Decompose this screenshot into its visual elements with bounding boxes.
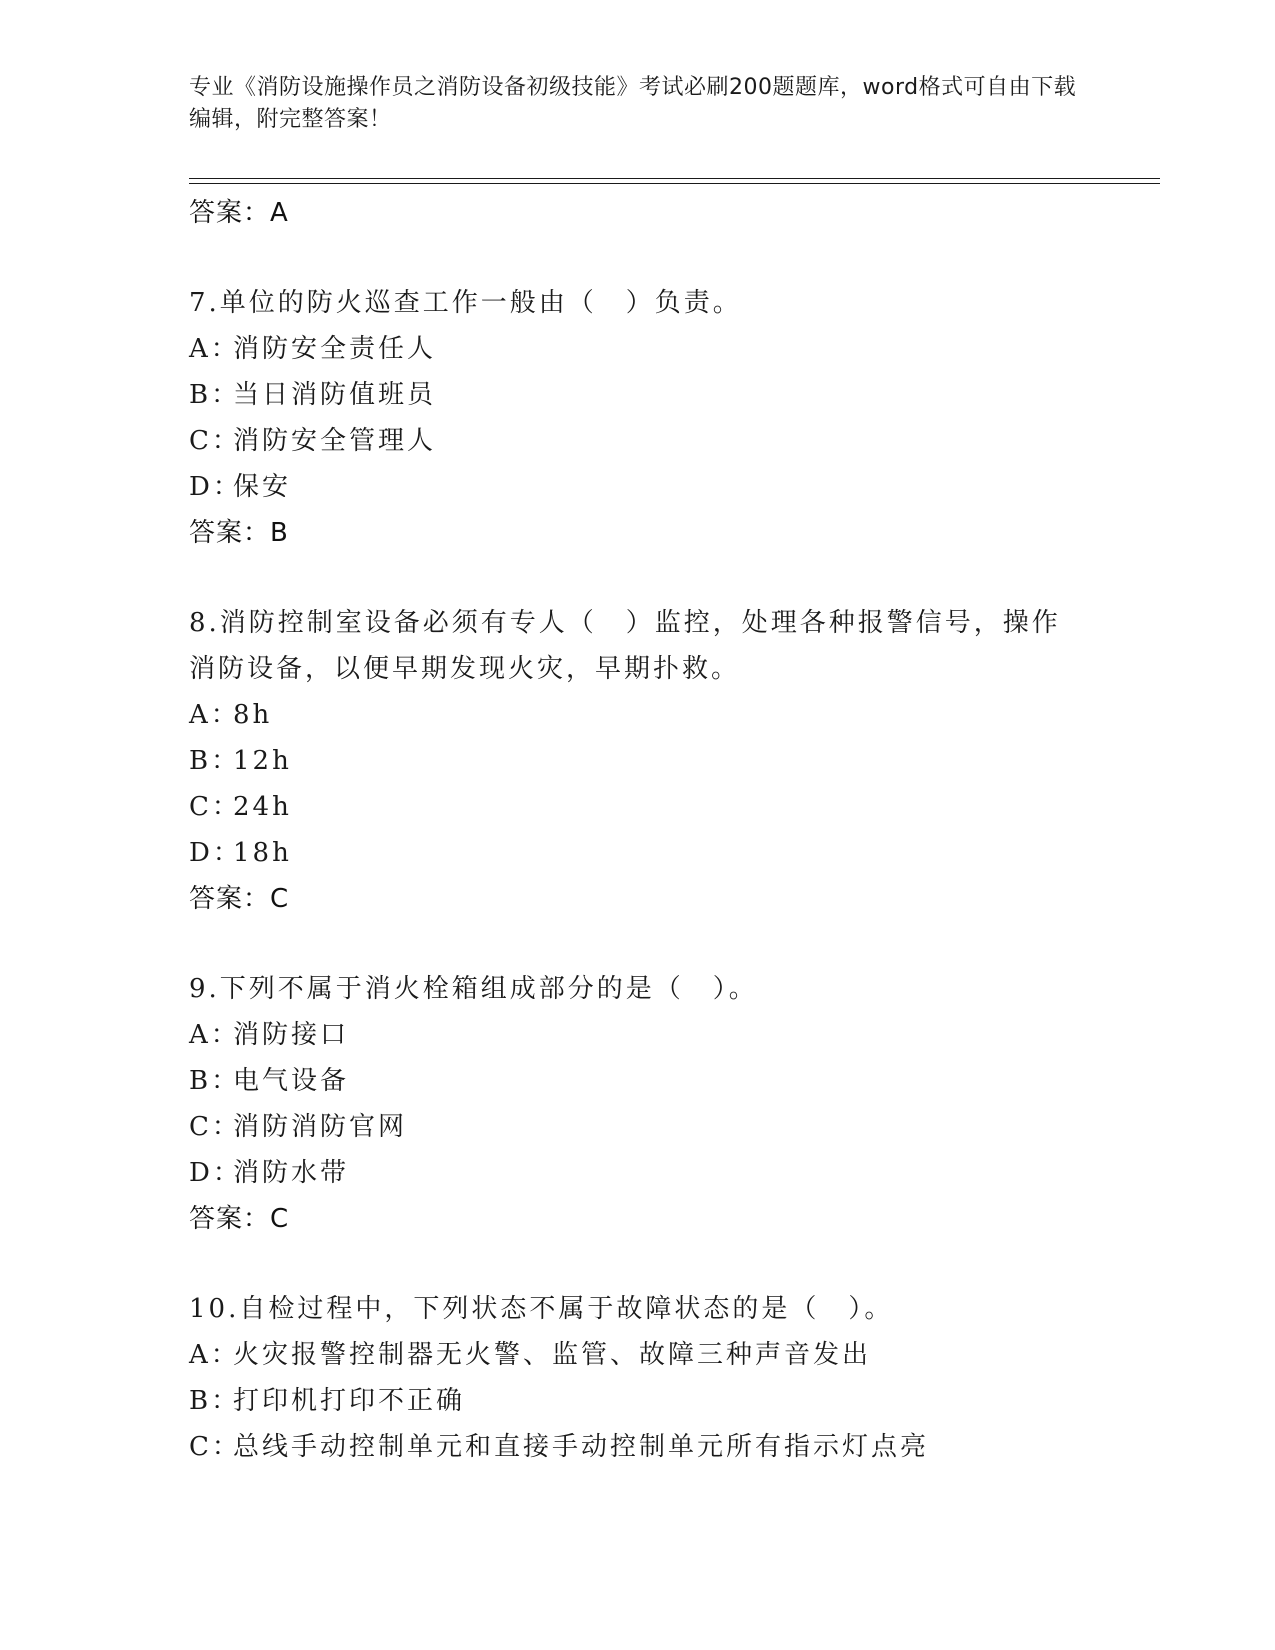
option-c xyxy=(189,1104,1089,1150)
question-block xyxy=(189,280,1089,556)
option-d xyxy=(189,464,1089,510)
page-header xyxy=(189,72,1089,136)
question-block xyxy=(189,600,1089,922)
option-b xyxy=(189,1058,1089,1104)
option-a xyxy=(189,1332,1089,1378)
document-body xyxy=(189,190,1089,1470)
spacer xyxy=(189,556,1089,600)
header-rule-bottom xyxy=(189,183,1160,184)
option-text: 24h xyxy=(233,792,292,822)
question-block xyxy=(189,966,1089,1242)
option-c xyxy=(189,1424,1089,1470)
answer-line: 答案：C xyxy=(189,1204,290,1234)
option-text: 火灾报警控制器无火警、监管、故障三种声音发出 xyxy=(233,1340,872,1370)
option-c xyxy=(189,784,1089,830)
option-text: 打印机打印不正确 xyxy=(233,1386,466,1416)
question-block xyxy=(189,1286,1089,1470)
option-letter: A： xyxy=(189,334,240,364)
option-a xyxy=(189,326,1089,372)
option-b xyxy=(189,738,1089,784)
answer-line: 答案：A xyxy=(189,198,289,228)
question-text: 10.自检过程中，下列状态不属于故障状态的是（ ）。 xyxy=(189,1294,894,1324)
answer-line: 答案：B xyxy=(189,518,289,548)
option-letter: D： xyxy=(189,1158,242,1188)
spacer xyxy=(189,922,1089,966)
option-letter: A： xyxy=(189,1340,240,1370)
option-letter: C： xyxy=(189,1112,241,1142)
option-letter: B： xyxy=(189,380,241,410)
option-text: 消防消防官网 xyxy=(233,1112,408,1142)
option-letter: C： xyxy=(189,426,241,456)
option-text: 消防安全责任人 xyxy=(233,334,437,364)
option-text: 8h xyxy=(233,700,273,730)
option-letter: A： xyxy=(189,1020,240,1050)
option-b xyxy=(189,372,1089,418)
option-b xyxy=(189,1378,1089,1424)
option-text: 电气设备 xyxy=(233,1066,350,1096)
option-letter: B： xyxy=(189,746,241,776)
header-text: 专业《消防设施操作员之消防设备初级技能》考试必刷200题题库，word格式可自由下载编辑，附完整答案！ xyxy=(189,75,1077,132)
option-letter: D： xyxy=(189,838,242,868)
option-d xyxy=(189,830,1089,876)
question-text: 8.消防控制室设备必须有专人（ ）监控，处理各种报警信号，操作消防设备，以便早期发现火灾，早期扑救。 xyxy=(189,608,1061,684)
option-text: 总线手动控制单元和直接手动控制单元所有指示灯点亮 xyxy=(233,1432,930,1462)
option-text: 消防安全管理人 xyxy=(233,426,437,456)
option-text: 消防接口 xyxy=(233,1020,350,1050)
option-text: 当日消防值班员 xyxy=(233,380,437,410)
option-letter: A： xyxy=(189,700,240,730)
option-letter: D： xyxy=(189,472,242,502)
spacer xyxy=(189,1242,1089,1286)
option-text: 保安 xyxy=(233,472,292,502)
option-a xyxy=(189,692,1089,738)
option-d xyxy=(189,1150,1089,1196)
option-letter: B： xyxy=(189,1066,241,1096)
answer-line: 答案：C xyxy=(189,884,290,914)
option-c xyxy=(189,418,1089,464)
option-letter: C： xyxy=(189,792,241,822)
option-text: 消防水带 xyxy=(233,1158,350,1188)
question-text: 9.下列不属于消火栓箱组成部分的是（ ）。 xyxy=(189,974,758,1004)
question-text: 7.单位的防火巡查工作一般由（ ）负责。 xyxy=(189,288,742,318)
option-a xyxy=(189,1012,1089,1058)
spacer xyxy=(189,236,1089,280)
option-letter: B： xyxy=(189,1386,241,1416)
option-text: 18h xyxy=(233,838,292,868)
header-rule-top xyxy=(189,178,1160,179)
option-text: 12h xyxy=(233,746,292,776)
option-letter: C： xyxy=(189,1432,241,1462)
